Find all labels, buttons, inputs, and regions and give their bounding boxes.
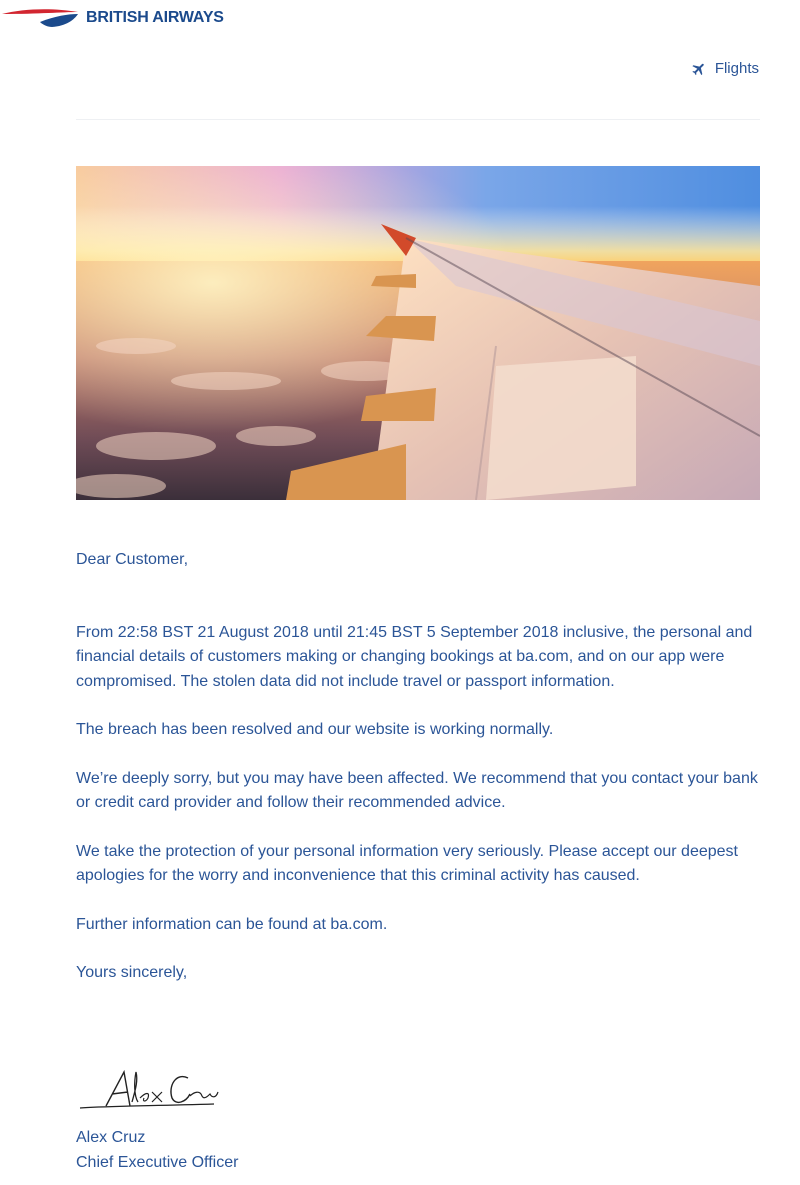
handwritten-signature	[76, 1062, 226, 1117]
speedmarque-icon	[0, 6, 80, 28]
signer-block	[76, 1126, 238, 1175]
letter-paragraph: From 22:58 BST 21 August 2018 until 21:45 BST 5 September 2018 inclusive, the personal and financial details of customers making or changing bookings at ba.com, and on our app were compromised. The stolen data did not include travel or passport information.	[76, 623, 753, 690]
letter-paragraph: We take the protection of your personal information very seriously. Please accept our deepest apologies for the worry and inconvenience that this criminal activity has caused.	[76, 842, 738, 884]
signer-name: Alex Cruz	[76, 1129, 146, 1146]
brand-logo[interactable]	[0, 2, 260, 32]
letter-greeting: Dear Customer,	[76, 551, 189, 568]
brand-name: BRITISH AIRWAYS	[86, 9, 224, 26]
plane-icon	[691, 61, 707, 77]
nav-flights-link[interactable]	[691, 60, 759, 77]
letter-body	[76, 548, 768, 1010]
header-divider	[76, 119, 760, 120]
letter-closing: Yours sincerely,	[76, 964, 188, 981]
letter-paragraph: The breach has been resolved and our website is working normally.	[76, 721, 554, 738]
airplane-wing-sunset-image	[76, 166, 760, 500]
hero-image	[76, 166, 760, 500]
letter-paragraph: Further information can be found at ba.com.	[76, 915, 388, 933]
signer-title: Chief Executive Officer	[76, 1153, 239, 1171]
letter-paragraph: We’re deeply sorry, but you may have been affected. We recommend that you contact your bank or credit card provider and follow their recommended advice.	[76, 769, 758, 811]
nav-flights-label: Flights	[714, 60, 759, 77]
